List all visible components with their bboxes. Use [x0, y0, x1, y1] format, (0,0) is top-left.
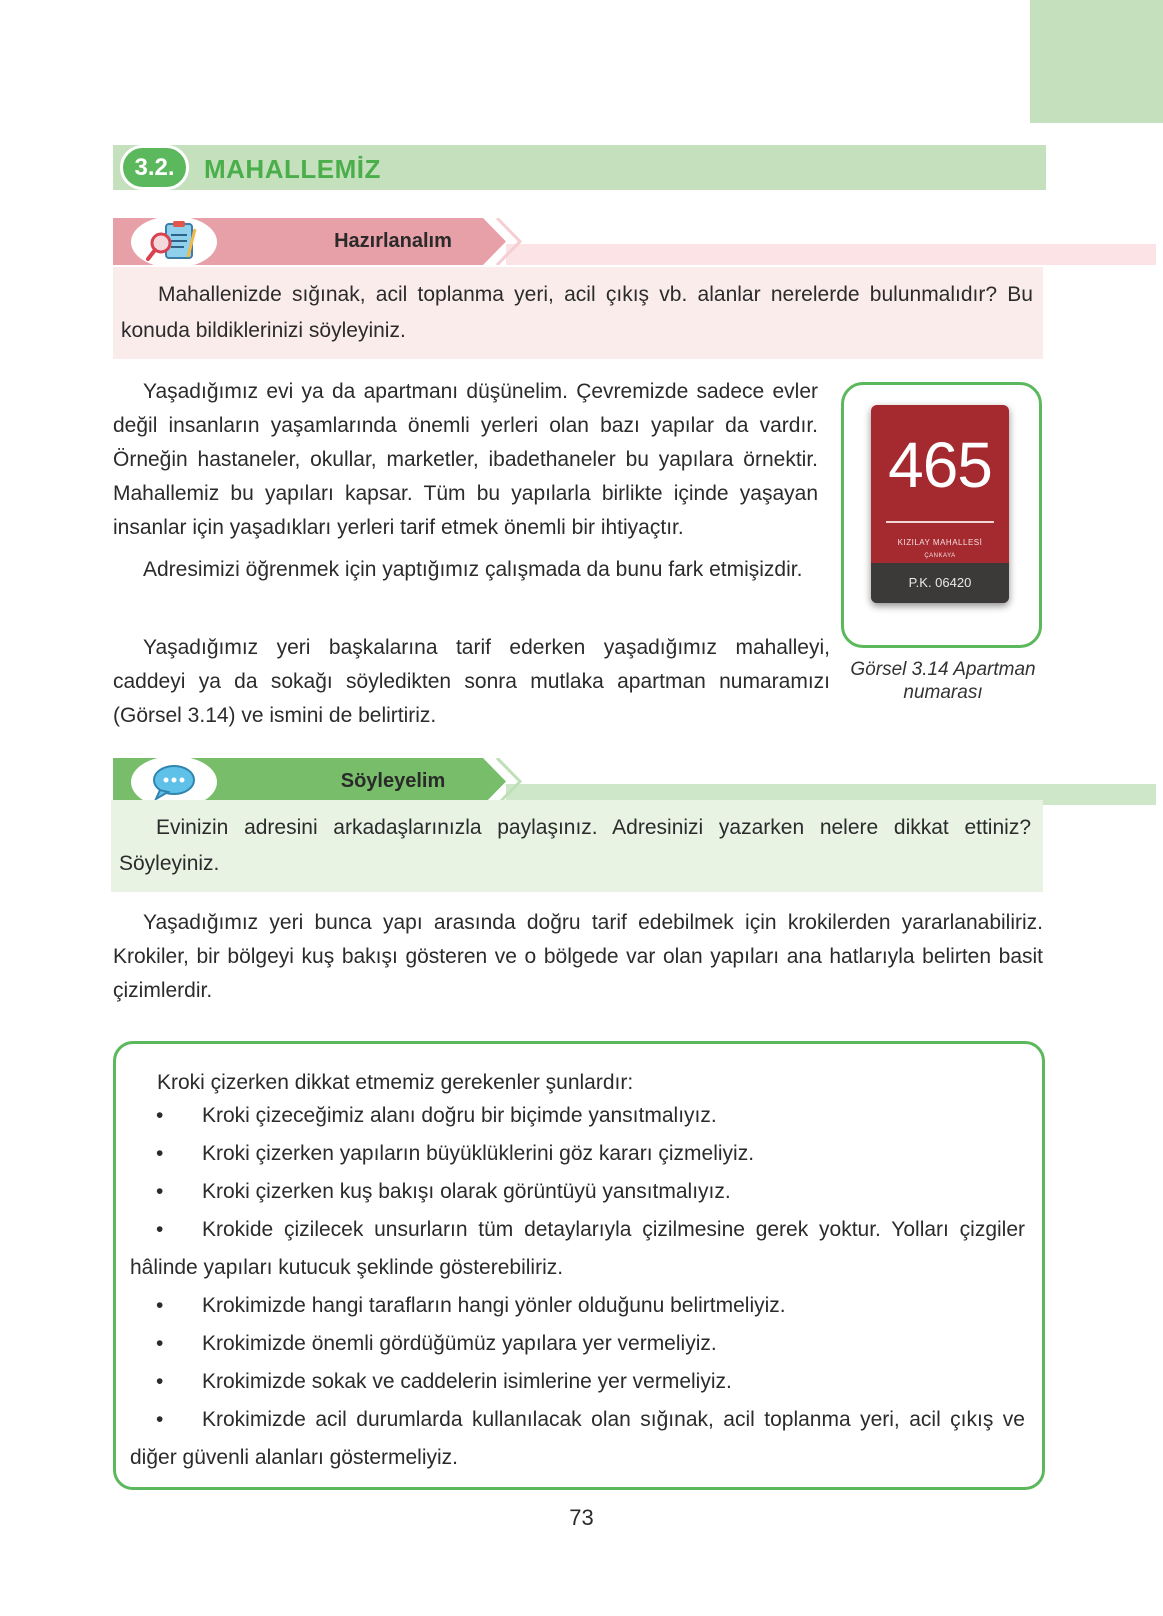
rule-item: [130, 1211, 1025, 1287]
rule-item: [130, 1097, 1025, 1135]
ribbon-track: [506, 244, 1156, 265]
paragraph-4: Yaşadığımız yeri bunca yapı arasında doğru tarif edebilmek için krokilerden yararlanabiliriz. Krokiler, bir bölgeyi kuş bakışı gösteren ve o bölgede var olan yapıları ana hatlarıyla belirten basit çizimlerdir.: [113, 911, 1043, 1002]
rules-intro: Kroki çizerken dikkat etmemiz gerekenler şunlardır:: [157, 1071, 634, 1094]
bullet: •: [156, 1180, 164, 1203]
figure-frame: [841, 382, 1042, 648]
bullet: •: [156, 1218, 164, 1241]
rule-item: [130, 1135, 1025, 1173]
rule-text: Krokimizde hangi tarafların hangi yönler olduğunu belirtmeliyiz.: [202, 1294, 786, 1317]
rule-text: Kroki çizerken kuş bakışı olarak görüntüyü yansıtmalıyız.: [202, 1180, 731, 1203]
plate-number: 465: [888, 429, 992, 501]
plate-postcode: P.K. 06420: [908, 575, 972, 590]
rule-item: [130, 1173, 1025, 1211]
plate-bottom-band: [871, 563, 1009, 603]
hazirlanalim-text: Mahallenizde sığınak, acil toplanma yeri, acil çıkış vb. alanlar nerelerde bulunmalıdır? Bu konuda bildiklerinizi söyleyiniz.: [121, 283, 1033, 342]
soyleyelim-text: Evinizin adresini arkadaşlarınızla paylaşınız. Adresinizi yazarken nelere dikkat ettiniz? Söyleyiniz.: [119, 816, 1031, 875]
rule-item: [130, 1287, 1025, 1325]
section-title: MAHALLEMİZ: [204, 154, 381, 184]
bullet: •: [156, 1142, 164, 1165]
rule-text: Krokide çizilecek unsurların tüm detaylarıyla çizilmesine gerek yoktur. Yolları çizgiler hâlinde yapıları kutucuk şeklinde gösterebiliriz.: [130, 1218, 1025, 1279]
apartment-number-plate: [871, 405, 1009, 603]
rule-text: Kroki çizeceğimiz alanı doğru bir biçimde yansıtmalıyız.: [202, 1104, 717, 1127]
paragraph-3: Yaşadığımız yeri başkalarına tarif ederken yaşadığımız mahalleyi, caddeyi ya da sokağı söyledikten sonra mutlaka apartman numaramızı (Görsel 3.14) ve ismini de belirtiriz.: [113, 636, 830, 727]
page-corner-tab: [1030, 0, 1163, 123]
rule-item: [130, 1325, 1025, 1363]
paragraph-1: Yaşadığımız evi ya da apartmanı düşünelim. Çevremizde sadece evler değil insanların yaşamlarında önemli yerleri olan bazı yapılar da vardır. Örneğin hastaneler, okullar, marketler, ibadethaneler bu yapılara örnektir. Mahallemiz bu yapıları kapsar. Tüm bu yapılarla birlikte içinde yaşayan insanlar için yaşadıkları yerleri tarif etmek önemli bir ihtiyaçtır.: [113, 380, 818, 539]
rule-item: [130, 1401, 1025, 1477]
hazirlanalim-label: Hazırlanalım: [334, 230, 452, 252]
bullet: •: [156, 1294, 164, 1317]
paragraph-2: Adresimizi öğrenmek için yaptığımız çalışmada da bunu fark etmişizdir.: [143, 558, 803, 581]
plate-district: ÇANKAYA: [924, 553, 956, 559]
section-number: 3.2.: [120, 145, 189, 190]
plate-divider: [886, 521, 994, 523]
bullet: •: [156, 1104, 164, 1127]
rule-text: Krokimizde sokak ve caddelerin isimlerine yer vermeliyiz.: [202, 1370, 732, 1393]
bullet: •: [156, 1370, 164, 1393]
rule-item: [130, 1363, 1025, 1401]
bullet: •: [156, 1408, 164, 1431]
figure-caption: [838, 658, 1048, 704]
bullet: •: [156, 1332, 164, 1355]
soyleyelim-label: Söyleyelim: [340, 770, 446, 792]
clipboard-magnifier-icon: [131, 216, 217, 268]
page-number: 73: [569, 1505, 594, 1530]
caption-line-1: Görsel 3.14 Apartman: [850, 659, 1036, 680]
plate-street: KIZILAY MAHALLESİ: [897, 538, 983, 547]
rule-text: Krokimizde acil durumlarda kullanılacak olan sığınak, acil toplanma yeri, acil çıkış ve diğer güvenli alanları göstermeliyiz.: [130, 1408, 1025, 1469]
rule-text: Krokimizde önemli gördüğümüz yapılara yer vermeliyiz.: [202, 1332, 717, 1355]
rule-text: Kroki çizerken yapıların büyüklüklerini göz kararı çizmeliyiz.: [202, 1142, 755, 1165]
caption-line-2: numarası: [903, 682, 983, 703]
